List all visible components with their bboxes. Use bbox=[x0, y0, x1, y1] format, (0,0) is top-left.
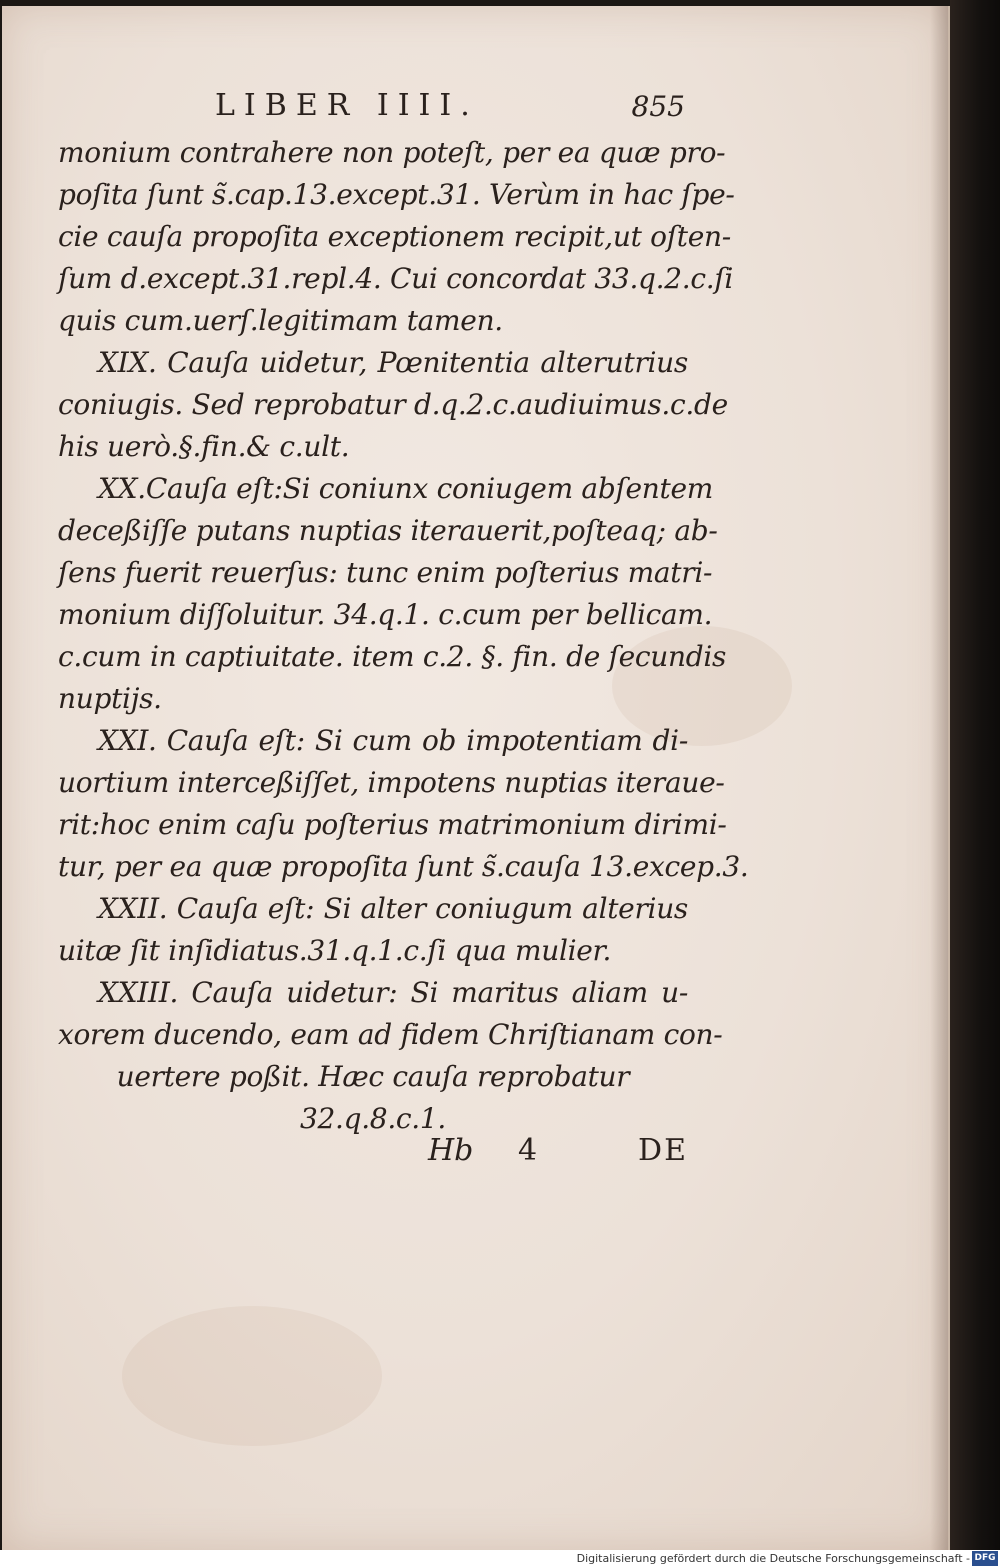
paper-stain bbox=[122, 1306, 382, 1446]
text-line: cie cauſa propoſita exceptionem recipit,ut oſten- bbox=[58, 220, 731, 253]
text-line: uertere poßit. Hæc cauſa reprobatur bbox=[116, 1060, 630, 1093]
gutter-shadow bbox=[930, 6, 948, 1550]
text-line: c.cum in captiuitate. item c.2. §. fin. de ſecundis bbox=[58, 640, 727, 673]
text-line: deceßiſſe putans nuptias iterauerit,poſteaq; ab- bbox=[58, 514, 718, 547]
digitization-credit: Digitalisierung gefördert durch die Deutsche Forschungsgemeinschaft - bbox=[576, 1552, 970, 1565]
text-line: coniugis. Sed reprobatur d.q.2.c.audiuimus.c.de bbox=[58, 388, 728, 421]
page-number: 855 bbox=[631, 90, 685, 123]
section-heading-line: XIX. Cauſa uidetur, Pœnitentia alterutrius bbox=[98, 346, 688, 379]
running-title: LIBER IIII. bbox=[215, 88, 479, 123]
signature-number: 4 bbox=[518, 1133, 538, 1168]
signature-mark: Hb bbox=[428, 1133, 474, 1168]
text-line: tur, per ea quæ propoſita ſunt s̃.cauſa 13.excep.3. bbox=[58, 850, 749, 883]
text-line: ſum d.except.31.repl.4. Cui concordat 33.q.2.c.ſi bbox=[58, 262, 734, 295]
text-line: nuptijs. bbox=[58, 682, 162, 715]
text-line: rit:hoc enim caſu poſterius matrimonium dirimi- bbox=[58, 808, 727, 841]
text-line: monium diſſoluitur. 34.q.1. c.cum per bellicam. bbox=[58, 598, 713, 631]
section-heading-line: XXIII. Cauſa uidetur: Si maritus aliam u- bbox=[98, 976, 688, 1009]
page-body bbox=[58, 132, 749, 1140]
text-line: monium contrahere non poteſt, per ea quæ pro- bbox=[58, 136, 726, 169]
section-heading-line: XX.Cauſa eſt:Si coniunx coniugem abſentem bbox=[98, 472, 713, 505]
running-header bbox=[215, 88, 685, 128]
text-line: uitæ ſit inſidiatus.31.q.1.c.ſi qua mulier. bbox=[58, 934, 612, 967]
text-line: uortium interceßiſſet, impotens nuptias iteraue- bbox=[58, 766, 725, 799]
dfg-logo: DFG bbox=[972, 1551, 998, 1566]
section-heading-line: XXI. Cauſa eſt: Si cum ob impotentiam di- bbox=[98, 724, 688, 757]
text-line: ſens fuerit reuerſus: tunc enim poſterius matri- bbox=[58, 556, 713, 589]
book-edge bbox=[950, 0, 1000, 1550]
text-line: quis cum.uerſ.legitimam tamen. bbox=[58, 304, 503, 337]
text-line: xorem ducendo, eam ad fidem Chriſtianam con- bbox=[58, 1018, 723, 1051]
text-line: poſita ſunt s̃.cap.13.except.31. Verùm in hac ſpe- bbox=[58, 178, 735, 211]
signature-line bbox=[58, 1133, 688, 1179]
text-line: 32.q.8.c.1. bbox=[299, 1102, 447, 1135]
text-line: his uerò.§.fin.& c.ult. bbox=[58, 430, 350, 463]
catchword: DE bbox=[638, 1133, 688, 1168]
section-heading-line: XXII. Cauſa eſt: Si alter coniugum alterius bbox=[98, 892, 688, 925]
